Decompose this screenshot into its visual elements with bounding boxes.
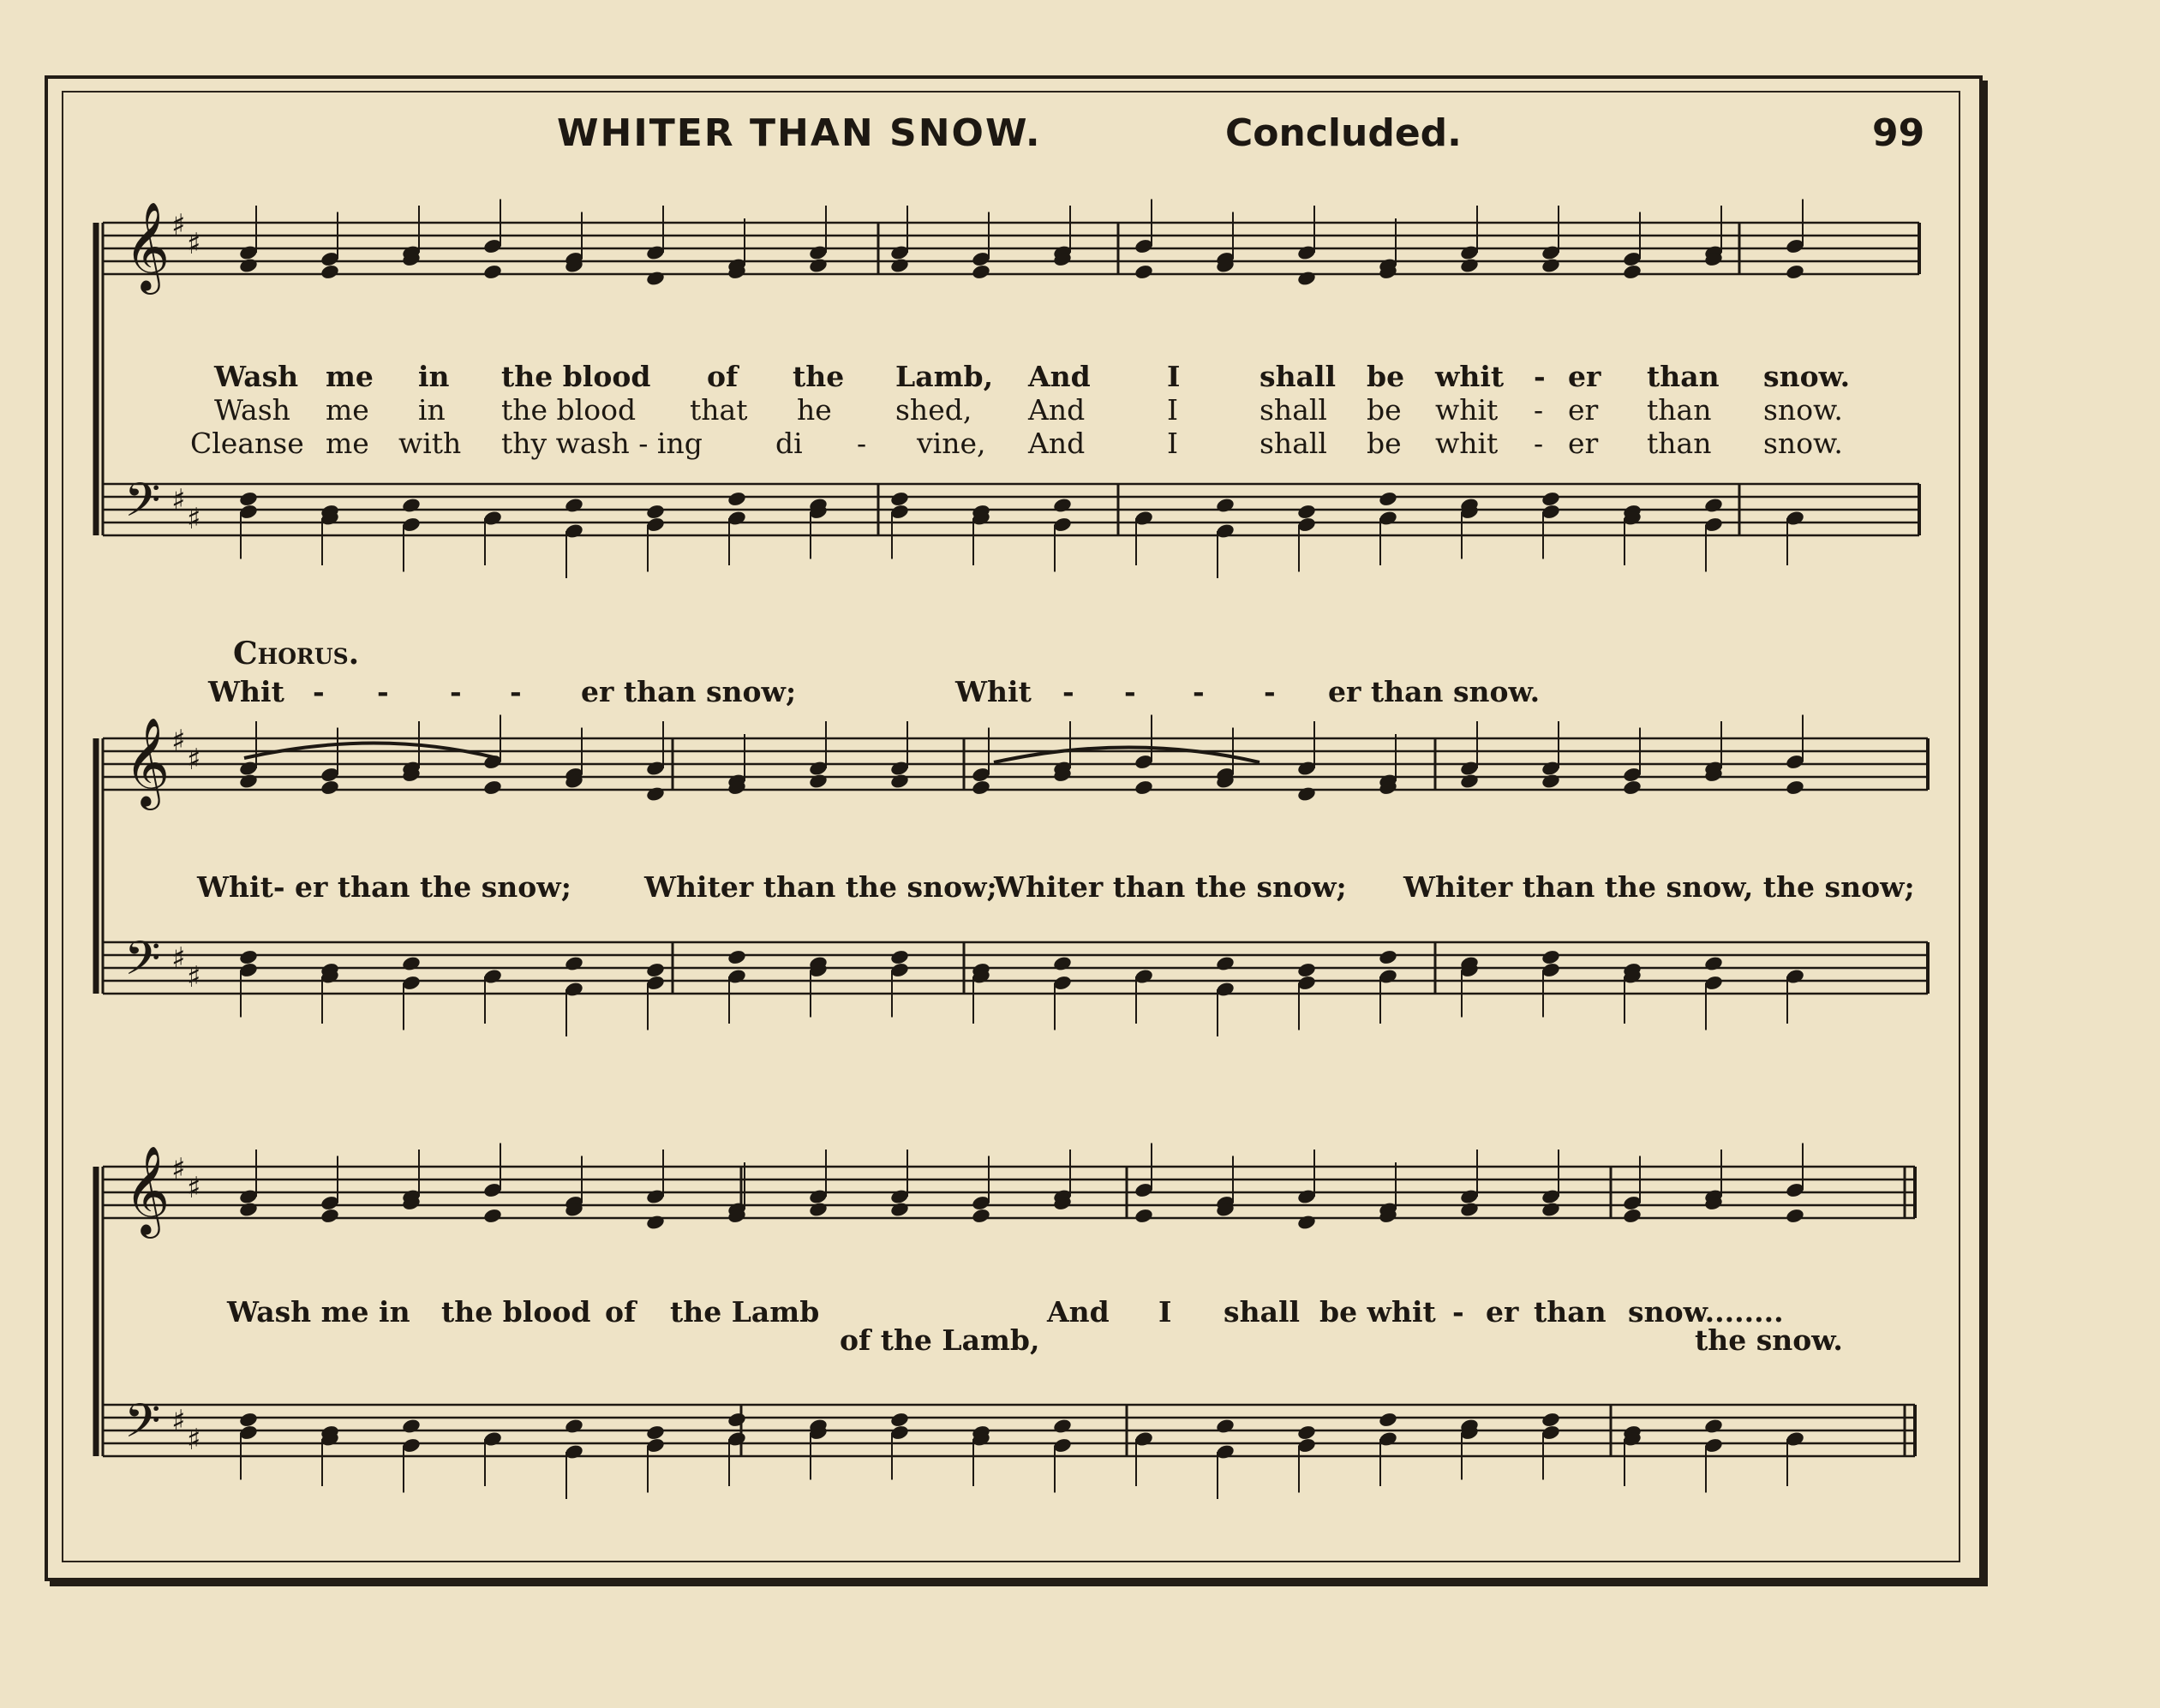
notehead <box>1459 257 1480 274</box>
lyric-word: than <box>1647 427 1712 460</box>
clefs <box>124 201 200 1460</box>
notehead <box>889 949 910 966</box>
lyric-word: Whit- er than the snow; <box>197 870 571 904</box>
bass-clef: 𝄢 <box>124 1394 161 1460</box>
notehead <box>1296 962 1317 979</box>
lyric-word: er <box>1568 360 1601 393</box>
sharp-sign: ♯ <box>171 1152 186 1186</box>
notehead <box>971 1208 991 1225</box>
notehead <box>1296 785 1317 803</box>
lyric-word: - <box>377 675 389 708</box>
notehead <box>1622 264 1642 281</box>
sharp-sign: ♯ <box>187 227 201 261</box>
treble-clef: 𝄞 <box>124 717 171 807</box>
lyric-word: And <box>1047 1295 1110 1329</box>
sharp-sign: ♯ <box>187 1171 201 1205</box>
notehead <box>1459 1201 1480 1218</box>
treble-clef: 𝄞 <box>124 1145 171 1235</box>
notehead <box>1215 955 1236 972</box>
lyric-word: snow. <box>1763 427 1843 460</box>
lyric-word: the <box>793 360 845 393</box>
notehead <box>645 504 666 521</box>
lyric-word: I <box>1167 393 1179 427</box>
notehead <box>971 264 991 281</box>
lyric-word: snow. <box>1763 360 1851 393</box>
notehead <box>1541 257 1561 274</box>
notehead <box>401 955 422 972</box>
lyric-word: - <box>313 675 325 708</box>
lyric-word: di <box>775 427 803 460</box>
lyric-word: Wash <box>214 360 299 393</box>
notehead <box>1052 497 1073 514</box>
lyric-word: of <box>605 1295 637 1329</box>
lyric-word: er than snow. <box>1328 675 1541 708</box>
lyric-word: Whit <box>208 675 284 708</box>
lyric-word: in <box>418 393 446 427</box>
notehead <box>1541 491 1561 508</box>
lyric-word: me <box>326 393 369 427</box>
chorus-label: Chorus. <box>233 636 360 672</box>
lyric-word: - <box>510 675 522 708</box>
notehead <box>320 1208 340 1225</box>
lyric-word: of <box>707 360 739 393</box>
notehead <box>1703 1418 1724 1435</box>
lyric-word: I <box>1167 360 1181 393</box>
notehead <box>1215 497 1236 514</box>
sharp-sign: ♯ <box>187 960 201 994</box>
lyric-word: Whiter than the snow; <box>644 870 997 904</box>
lyric-word: And <box>1028 393 1086 427</box>
lyric-word: er <box>1486 1295 1519 1329</box>
notehead <box>1785 1208 1805 1225</box>
notehead <box>645 270 666 287</box>
notehead <box>564 497 584 514</box>
sharp-sign: ♯ <box>171 208 186 242</box>
notehead <box>1459 773 1480 790</box>
notehead <box>238 773 259 790</box>
sharp-sign: ♯ <box>187 743 201 777</box>
notehead <box>727 1412 747 1429</box>
notehead <box>401 1418 422 1435</box>
notehead <box>808 1201 829 1218</box>
sharp-sign: ♯ <box>171 1404 186 1438</box>
notehead <box>564 955 584 972</box>
lyric-word: I <box>1167 427 1179 460</box>
lyric-word: be whit <box>1319 1295 1436 1329</box>
lyric-word: be <box>1367 427 1402 460</box>
sharp-sign: ♯ <box>187 502 201 536</box>
notehead <box>238 491 259 508</box>
lyric-word: - <box>450 675 462 708</box>
treble-clef: 𝄞 <box>124 201 171 291</box>
lyric-word: the blood <box>501 360 651 393</box>
sharp-sign: ♯ <box>187 1423 201 1457</box>
notehead <box>564 1418 584 1435</box>
lyric-word: - <box>1534 360 1546 393</box>
bass-clef: 𝄢 <box>124 931 161 997</box>
notehead <box>889 1201 910 1218</box>
notehead <box>1215 1418 1236 1435</box>
notehead <box>808 773 829 790</box>
notehead <box>808 257 829 274</box>
lyric-word: Whiter than the snow; <box>994 870 1347 904</box>
lyric-word: that <box>690 393 748 427</box>
lyric-word: shall <box>1260 427 1327 460</box>
notehead <box>238 1412 259 1429</box>
notehead <box>320 264 340 281</box>
notehead <box>1622 779 1642 797</box>
lyric-word: - <box>1534 427 1544 460</box>
notehead <box>1785 264 1805 281</box>
lyric-word: the Lamb <box>670 1295 820 1329</box>
lyric-word: er <box>1568 393 1599 427</box>
lyric-word: - <box>1193 675 1205 708</box>
lyric-word: er than snow; <box>581 675 797 708</box>
lyric-word: the snow. <box>1695 1323 1843 1357</box>
notehead <box>727 491 747 508</box>
notehead <box>1296 1214 1317 1231</box>
notehead <box>1296 270 1317 287</box>
notehead <box>1703 497 1724 514</box>
notehead <box>1134 1208 1154 1225</box>
sharp-sign: ♯ <box>171 724 186 758</box>
lyric-word: Wash <box>214 393 290 427</box>
lyric-word: me <box>326 360 374 393</box>
notehead <box>645 1424 666 1442</box>
notehead <box>238 257 259 274</box>
notehead <box>482 779 503 797</box>
lyric-word: - <box>857 427 867 460</box>
lyric-word: whit <box>1435 393 1499 427</box>
notehead <box>1622 1208 1642 1225</box>
lyric-word: I <box>1158 1295 1172 1329</box>
lyric-word: me <box>326 427 369 460</box>
page-number: 99 <box>1872 111 1925 155</box>
lyric-word: Wash me in <box>227 1295 410 1329</box>
lyric-word: Whiter than the snow, the snow; <box>1403 870 1915 904</box>
notehead <box>645 962 666 979</box>
notehead <box>1052 1418 1073 1435</box>
lyric-word: the blood <box>501 393 637 427</box>
notehead <box>401 497 422 514</box>
notehead <box>889 773 910 790</box>
notehead <box>1134 264 1154 281</box>
lyric-word: snow........ <box>1628 1295 1784 1329</box>
lyric-word: Whit <box>955 675 1032 708</box>
notehead <box>645 1214 666 1231</box>
notehead <box>238 949 259 966</box>
notehead <box>1785 779 1805 797</box>
notehead <box>1052 955 1073 972</box>
notehead <box>320 779 340 797</box>
lyric-word: snow. <box>1763 393 1843 427</box>
lyric-word: shall <box>1260 393 1327 427</box>
lyric-word: shall <box>1224 1295 1301 1329</box>
notehead <box>1296 504 1317 521</box>
notehead <box>1703 955 1724 972</box>
notehead <box>1378 1412 1398 1429</box>
lyric-word: - <box>1062 675 1074 708</box>
notehead <box>1134 779 1154 797</box>
lyric-word: the blood <box>441 1295 591 1329</box>
notehead <box>645 785 666 803</box>
bass-clef: 𝄢 <box>124 473 161 539</box>
lyric-word: er <box>1568 427 1599 460</box>
notehead <box>482 1208 503 1225</box>
lyric-word: with <box>398 427 462 460</box>
notehead <box>1296 1424 1317 1442</box>
lyric-word: - <box>1534 393 1544 427</box>
tie <box>994 748 1260 763</box>
lyric-word: than <box>1647 360 1720 393</box>
lyric-word: - <box>1264 675 1276 708</box>
lyric-word: than <box>1534 1295 1607 1329</box>
lyric-word: And <box>1028 360 1091 393</box>
lyric-word: thy wash - ing <box>501 427 703 460</box>
lyric-word: whit <box>1435 360 1505 393</box>
lyric-word: And <box>1028 427 1086 460</box>
notehead <box>1378 949 1398 966</box>
notehead <box>1541 1412 1561 1429</box>
lyric-word: - <box>1452 1295 1464 1329</box>
lyric-word: be <box>1367 360 1405 393</box>
lyric-word: - <box>1124 675 1136 708</box>
sharp-sign: ♯ <box>171 483 186 517</box>
notehead <box>889 1412 910 1429</box>
notehead <box>482 264 503 281</box>
hymn-subtitle: Concluded. <box>1225 111 1462 155</box>
lyric-word: in <box>418 360 450 393</box>
hymn-title: WHITER THAN SNOW. <box>557 111 1042 155</box>
lyric-word: vine, <box>917 427 986 460</box>
notehead <box>1541 949 1561 966</box>
notehead <box>889 257 910 274</box>
lyric-word: whit <box>1435 427 1499 460</box>
lyric-word: Lamb, <box>895 360 994 393</box>
notehead <box>1541 1201 1561 1218</box>
lyric-word: be <box>1367 393 1402 427</box>
lyric-word: shall <box>1260 360 1337 393</box>
lyric-word: he <box>797 393 832 427</box>
sharp-sign: ♯ <box>171 941 186 976</box>
notehead <box>971 779 991 797</box>
lyric-word: of the Lamb, <box>840 1323 1040 1357</box>
lyric-word: Cleanse <box>190 427 304 460</box>
notehead <box>1541 773 1561 790</box>
notehead <box>889 491 910 508</box>
lyric-word: shed, <box>895 393 972 427</box>
notehead <box>238 1201 259 1218</box>
notehead <box>1378 491 1398 508</box>
notehead <box>727 949 747 966</box>
lyric-word: than <box>1647 393 1712 427</box>
